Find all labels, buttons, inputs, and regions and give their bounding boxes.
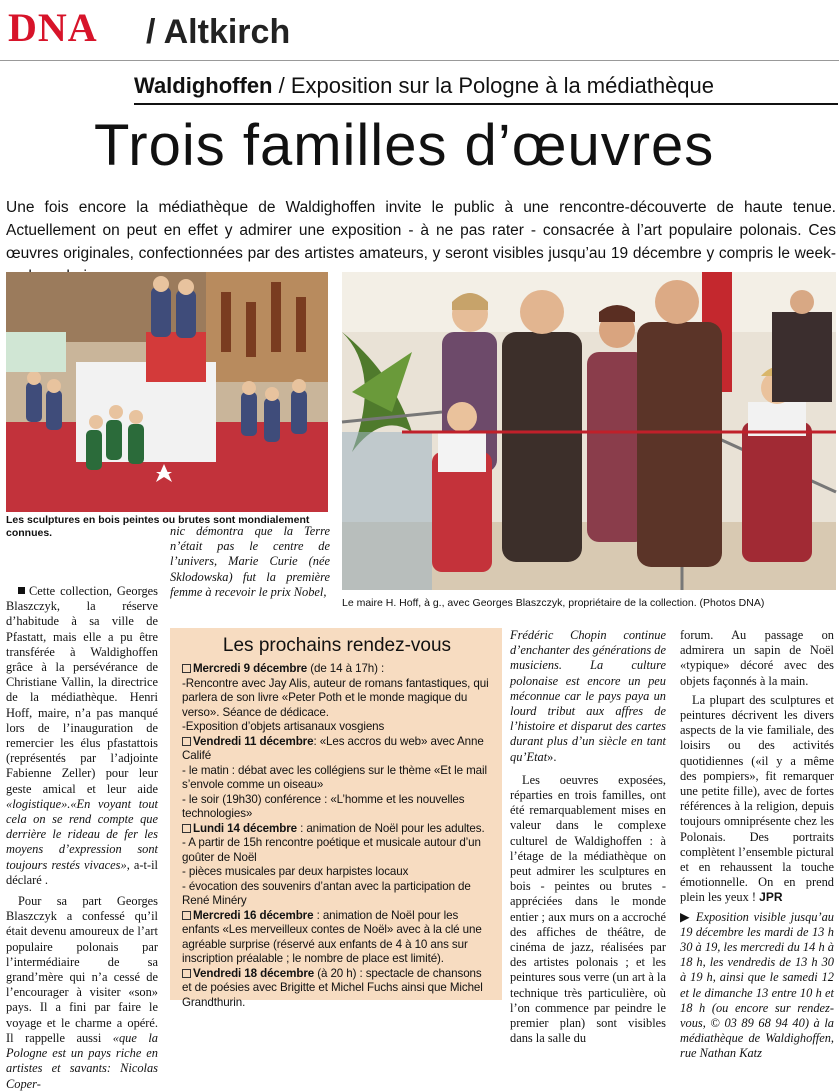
article-text: Pour sa part Georges Blaszczyk a confessé qu’il était devenu amoureux de l’art populaire polonais par l’intermédiaire de sa grand’mère qui n’a cessé de l’encourager à visiter «son» pays. Il a fini par faire le voyage et le charme a opéré. Il rappelle aussi	[6, 894, 158, 1045]
event-line: -Exposition d’objets artisanaux vosgiens	[182, 720, 385, 733]
event-date: Lundi 14 décembre	[193, 821, 297, 835]
arrow-icon: ▶	[680, 909, 692, 924]
event-info: : animation de Noël pour les adultes.	[296, 821, 485, 835]
photo-sculptures	[6, 272, 328, 512]
event-line: - le matin : débat avec les collégiens sur le thème «Et le mail s’envole comme un oiseau»	[182, 763, 487, 791]
event-item	[182, 735, 492, 822]
event-date: Vendredi 11 décembre	[193, 734, 314, 748]
photo-caption-right: Le maire H. Hoff, à g., avec Georges Blaszczyk, propriétaire de la collection. (Photos DNA)	[342, 597, 765, 609]
divider	[134, 103, 838, 105]
event-date: Vendredi 18 décembre	[193, 966, 315, 980]
event-item	[182, 967, 492, 1011]
article-paragraph	[680, 693, 834, 906]
event-date: Mercredi 16 décembre	[193, 908, 314, 922]
event-date: Mercredi 9 décembre	[193, 662, 308, 675]
event-line: - évocation des souvenirs d’antan avec la participation de René Minéry	[182, 879, 471, 907]
event-line: - A partir de 15h rencontre poétique et musicale autour d’un goûter de Noël	[182, 836, 481, 864]
checkbox-icon	[182, 824, 191, 833]
article-quote: nic démontra que la Terre n’était pas le centre de l’univers, Marie Curie (née Sklodowska) fut la première femme à recevoir le prix Nobel,	[170, 524, 330, 599]
kicker-place: Waldighoffen	[134, 73, 273, 98]
event-item	[182, 822, 492, 909]
article-text: Cette collection, Georges Blaszczyk, la réserve d’habitude à sa ville de Pfastatt, mais elle a pu être transférée à Waldighoffen grâce à la persévérance de Christiane Vallin, la directrice de la médiathèque. Henri Hoff, maire, n’a pas manqué lors de l’inauguration de remercier les élus pfastattois (représentés par l’adjointe Fabienne Zeller) pour leur geste amical et leur aide	[6, 584, 158, 796]
photo-caption-left: Les sculptures en bois peintes ou brutes sont mondialement connues.	[6, 514, 310, 539]
event-info: : «Les accros du web» avec Anne Califé	[182, 734, 484, 762]
checkbox-icon	[182, 664, 191, 673]
event-line: - pièces musicales par deux harpistes locaux	[182, 865, 409, 878]
section-title: / Altkirch	[146, 13, 291, 51]
article-column-4	[680, 628, 834, 1062]
events-title: Les prochains rendez-vous	[222, 635, 452, 656]
kicker	[134, 72, 714, 100]
event-info: : animation de Noël pour les enfants «Les merveilleux contes de Noël» avec à la clé une agréable surprise (réservé aux enfants de 4 à 10 ans sur inscription préalable ; le nombre de place est limité).	[182, 908, 482, 965]
article-text: Exposition visible jusqu’au 19 décembre les mardi de 13 h 30 à 19, les mercredi du 14 h à 18 h, les vendredis de 13 h 30 à 19 h, ainsi que le samedi 12 et le dimanche 13 entre 10 h et 18 h (ou encore sur rendez-vous, © 03 89 68 94 40) à la médiathèque de Waldighoffen, rue Nathan Katz	[680, 909, 835, 1061]
events-box	[170, 628, 502, 1009]
article-paragraph	[6, 584, 158, 888]
event-heading	[182, 967, 492, 1011]
checkbox-icon	[182, 969, 191, 978]
article-text: ».	[547, 749, 557, 764]
article-column-3	[510, 628, 666, 1046]
kicker-topic: Exposition sur la Pologne à la médiathèque	[290, 73, 715, 98]
event-info: (à 20 h) : spectacle de chansons et de poésies avec Brigitte et Michel Fuchs ainsi que Michel Grandthurin.	[182, 966, 483, 1009]
event-line: - le soir (19h30) conférence : «L’homme et les nouvelles technologies»	[182, 792, 465, 820]
checkbox-icon	[182, 911, 191, 920]
event-heading	[182, 735, 492, 764]
photo-inauguration	[342, 272, 836, 590]
article-text: La plupart des sculptures et peintures décrivent les divers aspects de la vie familiale, des loisirs ou des activités quotidiennes («il y a même des pompiers», fit remarquer une petite fille), avec de fortes références à la religion, depuis toujours omniprésente chez les Polonais. Des portraits complètent l’ensemble pictural et en rehaussent la touche émotionnelle. On en prend plein les yeux !	[680, 692, 834, 905]
article-paragraph	[6, 894, 158, 1092]
event-item	[182, 909, 492, 967]
checkbox-icon	[182, 737, 191, 746]
article-paragraph: Les oeuvres exposées, réparties en trois familles, ont été remarquablement mises en valeur dans le complexe culturel de Waldighoffen : à l’étage de la médiathèque on peut admirer les sculptures en bois - peintes ou brutes - appréciées dans le monde entier ; aux murs on a accroché des affiches de théâtre, de cinéma de jazz, réalisées par des artistes polonais ; et les peintures sous verre (un art à la technique très particulière, où l’on commence par peindre le premier plan) sont visibles dans la salle du	[510, 772, 666, 1046]
event-line: -Rencontre avec Jay Alis, auteur de romans fantastiques, qui parlera de son livre «Peter Poth et le monde magique du verso». Séance de dédicace.	[182, 676, 489, 719]
event-info: (de 14 à 17h) :	[307, 662, 385, 675]
kicker-separator: /	[272, 73, 291, 98]
author-signature: JPR	[759, 890, 783, 905]
event-heading	[182, 909, 492, 967]
lead-paragraph: Une fois encore la médiathèque de Waldighoffen invite le public à une rencontre-découverte de haute tenue. Actuellement on peut en effet y admirer une exposition - à ne pas rater - consacrée à l’art populaire polonais. Ces œuvres originales, confectionnées par des artistes amateurs, y seront visibles jusqu’au 19 décembre y compris le week-	[6, 199, 836, 262]
brand-logo: DNA	[8, 5, 98, 50]
article-paragraph	[510, 628, 666, 765]
article-paragraph: forum. Au passage on admirera un sapin de Noël «typique» décoré avec des objets façonnés à la main.	[680, 628, 834, 688]
events-list	[182, 662, 492, 1010]
event-heading	[182, 662, 492, 677]
article-text: , a-t-il déclaré .	[6, 857, 158, 887]
article-quote: «que la Pologne est un pays riche en artistes et savants: Nicolas Coper-	[6, 1030, 158, 1091]
article-quote: Frédéric Chopin continue d’enchanter des générations de musiciens. La culture polonaise est encore un peu méconnue car le pays paya un lourd tribut aux affres de l’histoire et disparut des cartes durant plus d’un siècle en tant qu’Etat	[510, 628, 666, 764]
article-quote: «logistique».«En voyant tout cela on se rend compte que derrière le rideau de fer les moyens d’expression sont toujours restés vivaces»	[6, 796, 158, 872]
article-column-2	[170, 524, 330, 600]
event-item	[182, 662, 492, 735]
practical-info	[680, 910, 834, 1062]
bullet-square	[18, 587, 25, 594]
headline: Trois familles d’œuvres	[94, 113, 715, 178]
article-column-1	[6, 584, 158, 1092]
divider	[0, 60, 839, 61]
event-heading	[182, 822, 492, 837]
